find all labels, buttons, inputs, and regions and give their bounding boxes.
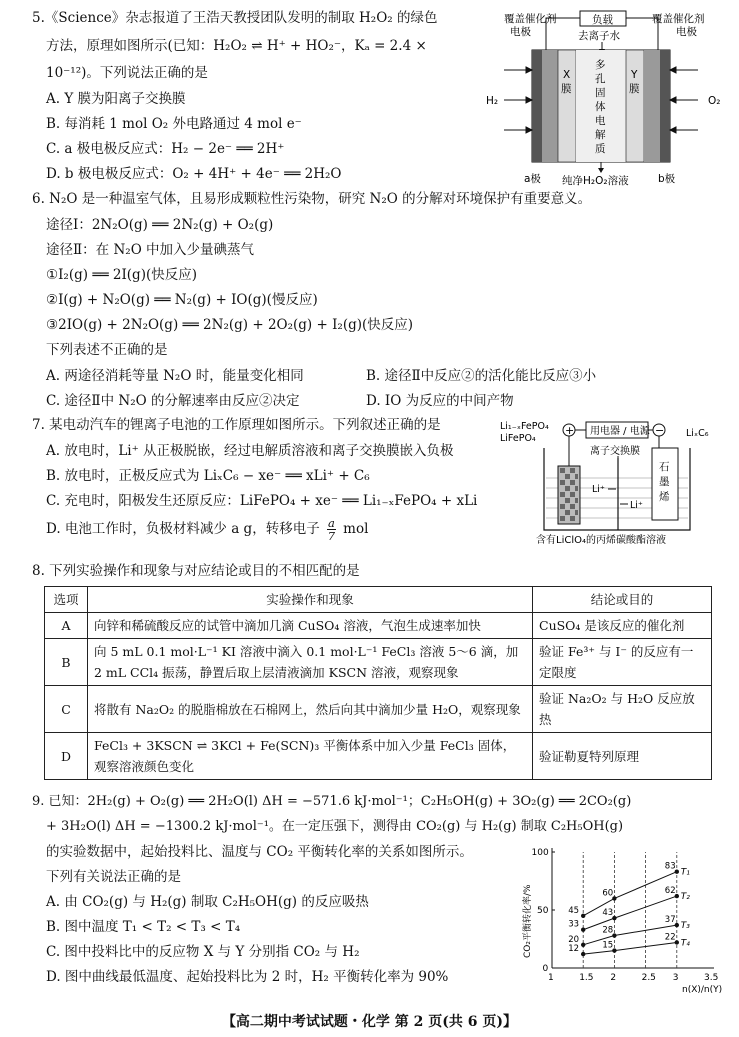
- q7-left-label-2: LiFePO₄: [500, 433, 536, 444]
- data-label-1-2: 62: [664, 886, 676, 897]
- data-label-2-1: 28: [602, 925, 614, 936]
- q7-option-d-text: D. 电池工作时，负极材料减少 a g，转移电子: [46, 521, 320, 537]
- svg-text:质: 质: [595, 143, 606, 155]
- q5-right-catalyst: [644, 50, 660, 162]
- q8-row-b-operation: 向 5 mL 0.1 mol·L⁻¹ KI 溶液中滴入 0.1 mol·L⁻¹ FeCl₃ 溶液 5～6 滴，加 2 mL CCl₄ 振荡，静置后取上层清液滴加 KSCN 溶液，观察现象: [88, 639, 533, 686]
- svg-text:解: 解: [595, 129, 606, 141]
- y-axis-label: CO₂平衡转化率/%: [523, 884, 533, 958]
- q7-electrolyte-label: 含有LiClO₄的丙烯碳酸酯溶液: [536, 535, 666, 546]
- x-tick-label-3: 2.5: [641, 973, 656, 983]
- table-row: [45, 613, 712, 639]
- q7-option-b: B. 放电时，正极反应式为 LiₓC₆ − xe⁻ ══ xLi⁺ + C₆: [46, 468, 370, 484]
- q7-plus-sign: +: [565, 424, 575, 437]
- q7-fraction-numerator: a: [328, 516, 335, 530]
- q5-y-membrane: [626, 50, 644, 162]
- table-row: [45, 639, 712, 686]
- q5-left-electrode-label-2: 电极: [510, 26, 531, 38]
- series-line-2: [583, 925, 677, 945]
- q7-option-c: C. 充电时，阳极发生还原反应：LiFePO₄ + xe⁻ ══ Li₁₋ₓFePO₄ + xLi: [46, 493, 478, 509]
- q7-right-label: LiₓC₆: [686, 428, 709, 439]
- q5-x-membrane: [558, 50, 576, 162]
- q6-path-2: 途径Ⅱ：在 N₂O 中加入少量碘蒸气: [46, 242, 255, 258]
- q5-left-catalyst: [542, 50, 558, 162]
- q8-line-1: 8. 下列实验操作和现象与对应结论或目的不相匹配的是: [32, 563, 360, 579]
- q5-y-label-2: 膜: [629, 83, 640, 95]
- q8-table-header-row: [45, 587, 712, 613]
- x-axis-label: n(X)/n(Y): [682, 985, 723, 994]
- q9-line-3: 的实验数据中，起始投料比、温度与 CO₂ 平衡转化率的关系如图所示。: [46, 844, 473, 860]
- q5-left-electrode-label-1: 覆盖催化剂: [504, 13, 557, 25]
- svg-text:固: 固: [595, 87, 606, 99]
- y-tick-label-0: 0: [542, 964, 549, 974]
- q7-battery-diagram: [494, 418, 720, 548]
- q8-row-a-option: A: [45, 613, 88, 639]
- q6-step-1: ①I₂(g) ══ 2I(g)(快反应): [46, 267, 197, 283]
- q5-x-label-2: 膜: [561, 83, 572, 95]
- data-point-2-0: [581, 943, 585, 947]
- svg-text:孔: 孔: [595, 73, 606, 85]
- q9-line-2: + 3H₂O(l) ΔH = −1300.2 kJ·mol⁻¹。在一定压强下，测得由 CO₂(g) 与 H₂(g) 制取 C₂H₅OH(g): [46, 819, 624, 834]
- q8-header-result: 结论或目的: [533, 587, 712, 613]
- svg-text:墨: 墨: [659, 476, 670, 488]
- series-name-3: T₄: [680, 938, 690, 949]
- svg-text:烯: 烯: [659, 491, 670, 503]
- q7-li-right: Li⁺: [630, 500, 643, 511]
- data-label-3-0: 12: [568, 944, 580, 955]
- q5-right-electrode-label-1: 覆盖催化剂: [652, 13, 705, 25]
- q5-h2-arrows: [504, 67, 532, 133]
- q5-left-electrode: [532, 50, 542, 162]
- q7-minus-sign: −: [655, 424, 665, 437]
- q5-option-a: A. Y 膜为阳离子交换膜: [46, 91, 186, 107]
- q5-o2-arrows: [670, 67, 698, 133]
- data-label-2-0: 20: [568, 934, 580, 945]
- series-name-0: T₁: [680, 867, 690, 878]
- q5-h2-label: H₂: [486, 95, 499, 107]
- q5-right-electrode-label-2: 电极: [676, 26, 697, 38]
- q5-right-electrode: [660, 50, 670, 162]
- q8-row-a-result: CuSO₄ 是该反应的催化剂: [533, 613, 712, 639]
- q8-row-c-option: C: [45, 686, 88, 733]
- q8-table: [44, 586, 712, 780]
- data-label-0-0: 45: [568, 905, 580, 916]
- q8-row-c-operation: 将散有 Na₂O₂ 的脱脂棉放在石棉网上，然后向其中滴加少量 H₂O，观察现象: [88, 686, 533, 733]
- q5-option-d: D. b 极电极反应式：O₂ + 4H⁺ + 4e⁻ ══ 2H₂O: [46, 166, 342, 182]
- data-label-1-1: 43: [602, 908, 614, 919]
- data-point-1-0: [581, 928, 585, 932]
- q5-x-label: X: [563, 69, 571, 81]
- table-row: [45, 686, 712, 733]
- series-line-1: [583, 896, 677, 930]
- x-tick-label-0: 1: [548, 973, 554, 983]
- data-point-0-0: [581, 914, 585, 918]
- q5-line-3: 10⁻¹²)。下列说法正确的是: [46, 65, 208, 81]
- data-point-3-0: [581, 952, 585, 956]
- svg-text:多: 多: [595, 59, 606, 71]
- q5-option-b: B. 每消耗 1 mol O₂ 外电路通过 4 mol e⁻: [46, 116, 302, 132]
- series-line-0: [583, 872, 677, 919]
- data-label-3-2: 22: [664, 932, 676, 943]
- svg-text:电: 电: [595, 115, 606, 127]
- q6-step-2: ②I(g) + N₂O(g) ══ N₂(g) + IO(g)(慢反应): [46, 292, 318, 308]
- q5-outlet-label: 纯净H₂O₂溶液: [562, 175, 629, 186]
- q8-row-b-option: B: [45, 639, 88, 686]
- q6-stem: 下列表述不正确的是: [46, 342, 168, 358]
- q9-option-c: C. 图中投料比中的反应物 X 与 Y 分别指 CO₂ 与 H₂: [46, 944, 360, 960]
- svg-text:石: 石: [659, 461, 670, 473]
- data-label-1-0: 33: [568, 919, 580, 930]
- q5-load-label: 负载: [592, 14, 613, 26]
- q9-option-d: D. 图中曲线最低温度、起始投料比为 2 时，H₂ 平衡转化率为 90%: [46, 969, 449, 985]
- q8-row-d-operation: FeCl₃ + 3KSCN ⇌ 3KCl + Fe(SCN)₃ 平衡体系中加入少量 FeCl₃ 固体，观察溶液颜色变化: [88, 733, 533, 780]
- q6-line-1: 6. N₂O 是一种温室气体，且易形成颗粒性污染物，研究 N₂O 的分解对环境保护有重要意义。: [32, 191, 592, 207]
- q5-electrolysis-diagram: [480, 8, 730, 186]
- q7-graphite-label: [659, 461, 670, 503]
- q5-middle-label: [595, 59, 606, 155]
- q5-option-c: C. a 极电极反应式：H₂ − 2e⁻ ══ 2H⁺: [46, 141, 285, 157]
- q7-option-a: A. 放电时，Li⁺ 从正极脱嵌，经过电解质溶液和离子交换膜嵌入负极: [46, 443, 454, 459]
- q7-line-1: 7. 某电动汽车的锂离子电池的工作原理如图所示。下列叙述正确的是: [32, 417, 441, 433]
- page-footer: 【高二期中考试试题・化学 第 2 页(共 6 页)】: [221, 1014, 518, 1030]
- q8-header-operation: 实验操作和现象: [88, 587, 533, 613]
- q8-header-option: 选项: [45, 587, 88, 613]
- y-tick-label-1: 50: [537, 906, 549, 916]
- q7-device-label: 用电器 / 电源: [590, 426, 650, 437]
- x-tick-label-2: 2: [610, 973, 617, 983]
- q8-row-b-result: 验证 Fe³⁺ 与 I⁻ 的反应有一定限度: [533, 639, 712, 686]
- q8-row-c-result: 验证 Na₂O₂ 与 H₂O 反应放热: [533, 686, 712, 733]
- q7-option-d: [46, 517, 368, 542]
- x-tick-label-1: 1.5: [579, 973, 594, 983]
- q6-option-b: B. 途径Ⅱ中反应②的活化能比反应③小: [366, 368, 597, 384]
- q5-line-2: 方法，原理如图所示(已知：H₂O₂ ⇌ H⁺ + HO₂⁻，Kₐ = 2.4 ×: [46, 38, 427, 54]
- q5-y-label: Y: [631, 69, 638, 81]
- x-tick-label-4: 3: [672, 973, 679, 983]
- q8-row-d-result: 验证勒夏特列原理: [533, 733, 712, 780]
- q8-row-a-operation: 向锌和稀硫酸反应的试管中滴加几滴 CuSO₄ 溶液，气泡生成速率加快: [88, 613, 533, 639]
- q9-option-a: A. 由 CO₂(g) 与 H₂(g) 制取 C₂H₅OH(g) 的反应吸热: [46, 894, 369, 910]
- table-row: [45, 733, 712, 780]
- q5-a-pole: a极: [524, 173, 541, 185]
- q7-option-d-fraction: [327, 517, 336, 542]
- q5-line-1: 5.《Science》杂志报道了王浩天教授团队发明的制取 H₂O₂ 的绿色: [32, 10, 438, 26]
- series-name-1: T₂: [680, 892, 690, 903]
- q6-step-3: ③2IO(g) + 2N₂O(g) ══ 2N₂(g) + 2O₂(g) + I₂(g)(快反应): [46, 317, 414, 333]
- q5-b-pole: b极: [658, 173, 676, 185]
- q6-path-1: 途径Ⅰ：2N₂O(g) ══ 2N₂(g) + O₂(g): [46, 217, 274, 233]
- x-tick-label-5: 3.5: [704, 973, 719, 983]
- svg-text:体: 体: [595, 101, 606, 113]
- q7-option-d-unit: mol: [343, 521, 369, 537]
- q5-outlet-arrow-head: [598, 168, 604, 173]
- q9-conversion-chart: [518, 844, 724, 994]
- q8-row-d-option: D: [45, 733, 88, 780]
- q9-option-b: B. 图中温度 T₁ < T₂ < T₃ < T₄: [46, 919, 241, 935]
- q7-left-label-1: Li₁₋ₓFePO₄: [500, 421, 549, 432]
- data-label-2-2: 37: [664, 915, 676, 926]
- data-label-0-1: 60: [602, 888, 614, 899]
- y-tick-label-2: 100: [531, 848, 549, 858]
- q5-water-label: 去离子水: [578, 30, 620, 42]
- q6-option-c: C. 途径Ⅱ中 N₂O 的分解速率由反应②决定: [46, 393, 300, 409]
- data-label-3-1: 15: [602, 940, 614, 951]
- series-name-2: T₃: [680, 921, 690, 932]
- q9-stem: 下列有关说法正确的是: [46, 869, 181, 885]
- series-line-3: [583, 942, 677, 954]
- q6-option-d: D. IO 为反应的中间产物: [366, 393, 514, 409]
- data-label-0-2: 83: [664, 861, 676, 872]
- q7-li-left: Li⁺: [592, 484, 605, 495]
- q6-option-a: A. 两途径消耗等量 N₂O 时，能量变化相同: [46, 368, 304, 384]
- q7-fraction-denominator: 7: [327, 529, 336, 543]
- q5-o2-label: O₂: [708, 95, 721, 107]
- q7-membrane-label: 离子交换膜: [590, 446, 640, 457]
- q9-line-1: 9. 已知：2H₂(g) + O₂(g) ══ 2H₂O(l) ΔH = −571.6 kJ·mol⁻¹；C₂H₅OH(g) + 3O₂(g) ══ 2CO₂(g): [32, 794, 632, 809]
